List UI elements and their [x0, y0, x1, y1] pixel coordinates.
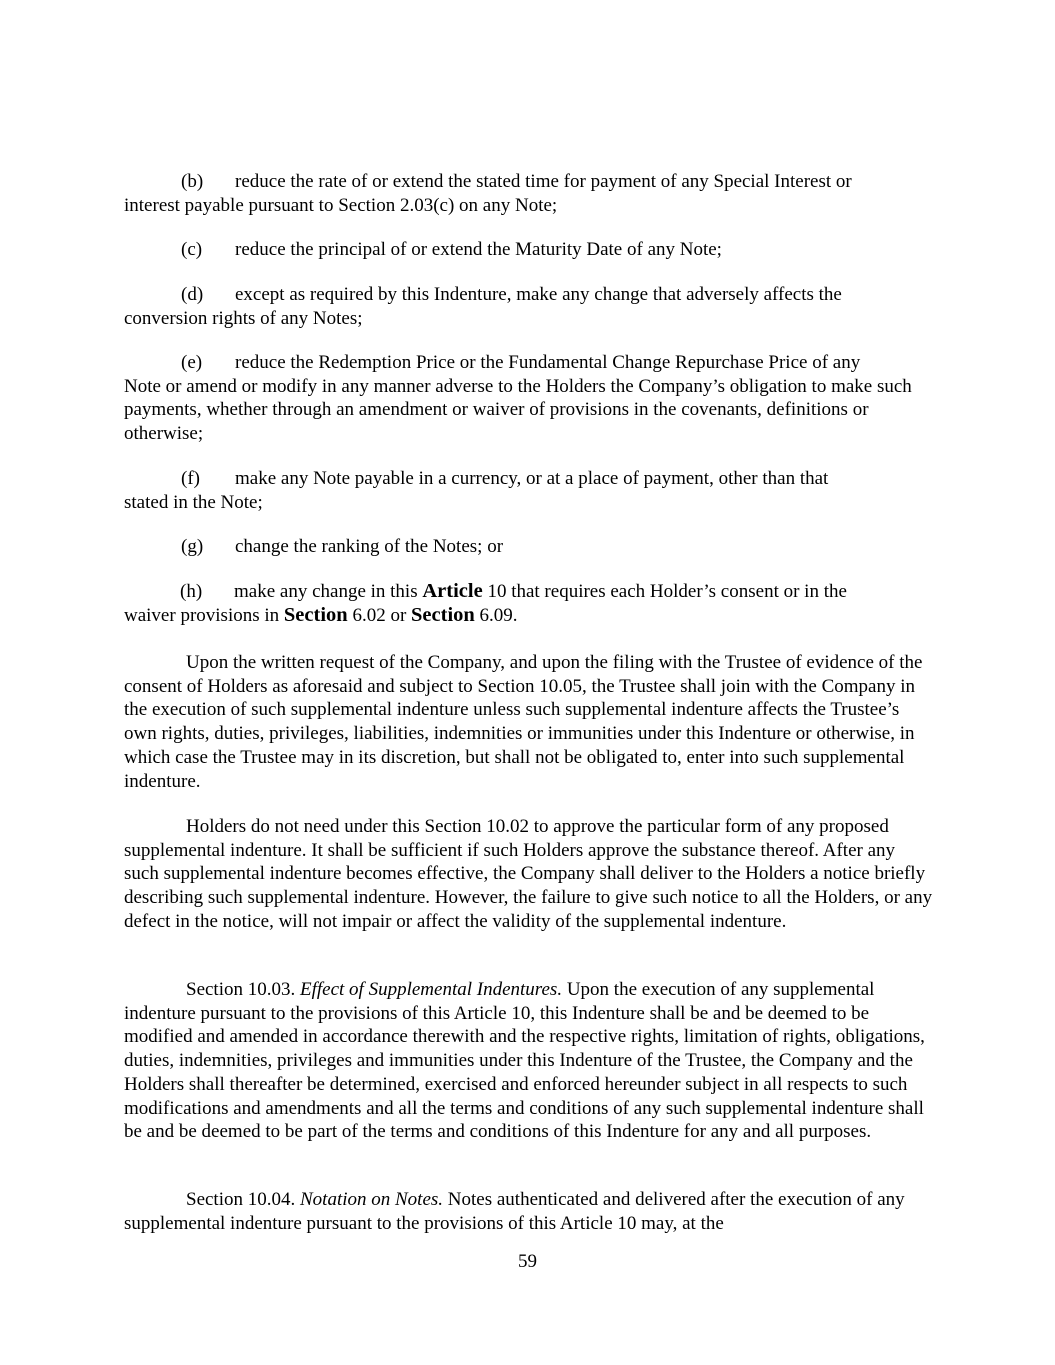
list-item-g-first-line	[124, 535, 934, 559]
list-item-label: (b)	[181, 171, 204, 192]
list-item-c	[124, 238, 934, 262]
paragraph-holders-approval: Holders do not need under this Section 10.02 to approve the particular form of any proposed supplemental indenture. It shall be sufficient if such Holders approve the substance thereof. After any such supplemental indenture becomes effective, the Company shall deliver to the Holders a notice briefly describing such supplemental indenture. However, the failure to give such notice to all the Holders, or any defect in the notice, will not impair or affect the validity of the supplemental indenture.	[124, 816, 933, 932]
section-body: Notes authenticated and delivered after the execution of any supplemental indenture pursuant to the provisions of this Article 10 may, at the	[124, 1189, 905, 1234]
paragraph-written-request: Upon the written request of the Company, and upon the filing with the Trustee of evidence of the consent of Holders as aforesaid and subject to Section 10.05, the Trustee shall join with the Company in the execution of such supplemental indenture unless such supplemental indenture affects the Trustee’s own rights, duties, privileges, liabilities, indemnities or immunities under this Indenture or otherwise, in which case the Trustee may in its discretion, but shall not be obligated to, enter into such supplemental indenture.	[124, 652, 923, 792]
list-item-continuation: Note or amend or modify in any manner adverse to the Holders the Company’s obligation to make such payments, whether through an amendment or waiver of provisions in the covenants, definitions or otherwise;	[124, 375, 912, 445]
list-item-e-first-line	[124, 351, 934, 375]
section-title: Effect of Supplemental Indentures.	[300, 979, 563, 1000]
list-item-g	[124, 535, 934, 559]
section-number: Section 10.03.	[186, 979, 300, 1000]
list-item-text: change the ranking of the Notes; or	[235, 536, 504, 557]
section-10-03	[124, 978, 934, 1144]
list-item-text: reduce the Redemption Price or the Fundamental Change Repurchase Price of any	[235, 352, 861, 373]
list-item-text: 10 that requires each Holder’s consent or in the	[482, 581, 847, 602]
section-reference: Section	[411, 603, 475, 626]
list-item-label: (h)	[180, 581, 203, 602]
list-item-d-first-line	[124, 283, 934, 307]
list-item-text: make any change in this	[234, 581, 423, 602]
list-item-label: (d)	[181, 284, 204, 305]
list-item-continuation: interest payable pursuant to Section 2.03(c) on any Note;	[124, 194, 558, 216]
list-item-continuation: 6.09.	[474, 604, 518, 626]
section-body: Upon the execution of any supplemental indenture pursuant to the provisions of this Article 10, this Indenture shall be and be deemed to be modified and amended in accordance therewith and the respective rights, limitation of rights, obligations, duties, indemnities, privileges and immunities under this Indenture of the Trustee, the Company and the Holders shall thereafter be determined, exercised and enforced hereunder subject in all respects to such modifications and amendments and all the terms and conditions of any such supplemental indenture shall be and be deemed to be part of the terms and conditions of this Indenture for any and all purposes.	[124, 979, 925, 1143]
list-item-e	[124, 351, 934, 446]
list-item-h	[124, 580, 934, 627]
list-item-label: (g)	[181, 536, 204, 557]
section-10-04	[124, 1188, 934, 1235]
list-item-label: (f)	[181, 468, 200, 489]
list-item-h-first-line	[124, 580, 934, 604]
article-reference: Article	[422, 580, 483, 602]
list-item-continuation: stated in the Note;	[124, 491, 263, 513]
list-item-d	[124, 283, 934, 330]
list-item-text: reduce the rate of or extend the stated time for payment of any Special Interest or	[235, 171, 852, 192]
list-item-label: (e)	[181, 352, 203, 373]
list-item-continuation: 6.02 or	[347, 604, 412, 626]
list-item-label: (c)	[181, 239, 203, 260]
page-number: 59	[518, 1251, 537, 1272]
list-item-text: reduce the principal of or extend the Maturity Date of any Note;	[235, 239, 722, 260]
list-item-continuation: waiver provisions in	[124, 604, 284, 626]
list-item-text: except as required by this Indenture, make any change that adversely affects the	[235, 284, 842, 305]
list-item-text: make any Note payable in a currency, or at a place of payment, other than that	[235, 468, 829, 489]
section-number: Section 10.04.	[186, 1189, 300, 1210]
list-item-b	[124, 170, 934, 217]
list-item-f	[124, 467, 934, 514]
list-item-b-first-line	[124, 170, 934, 194]
list-item-f-first-line	[124, 467, 934, 491]
section-reference: Section	[283, 603, 348, 626]
list-item-continuation: conversion rights of any Notes;	[124, 307, 363, 329]
section-title: Notation on Notes.	[300, 1189, 444, 1210]
list-item-c-first-line	[124, 238, 934, 262]
